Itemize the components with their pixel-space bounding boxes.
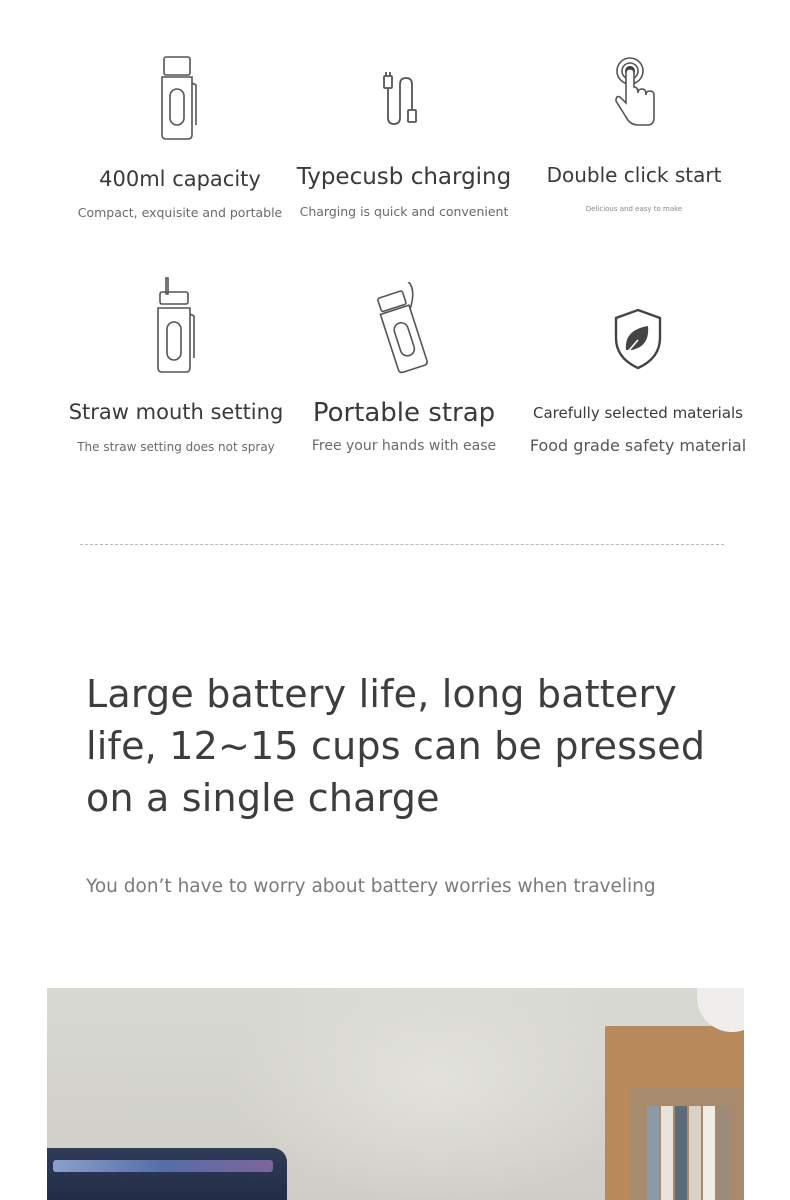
feature-title: Carefully selected materials — [532, 404, 743, 422]
photo-book — [689, 1106, 701, 1200]
product-photo — [47, 988, 744, 1200]
photo-background — [227, 988, 647, 1200]
feature-title: Typecusb charging — [296, 164, 512, 190]
cup-bottle-icon — [150, 55, 210, 145]
feature-subtitle: Free your hands with ease — [311, 438, 497, 454]
feature-straw — [56, 276, 296, 454]
feature-title: Portable strap — [312, 398, 496, 428]
photo-book — [717, 1106, 729, 1200]
feature-subtitle: Delicious and easy to make — [585, 205, 683, 213]
finger-press-icon — [604, 55, 664, 135]
photo-book — [703, 1106, 715, 1200]
feature-capacity — [60, 55, 300, 220]
feature-title: 400ml capacity — [99, 167, 261, 191]
usb-cable-icon — [374, 70, 434, 130]
feature-double-click — [514, 55, 754, 213]
strap-bottle-icon — [369, 282, 439, 376]
battery-headline: Large battery life, long battery life, 12~15 cups can be pressed on a single charge — [86, 672, 706, 820]
feature-title: Double click start — [546, 163, 722, 187]
straw-bottle-icon — [146, 276, 206, 376]
feature-subtitle: The straw setting does not spray — [77, 440, 275, 454]
feature-strap — [284, 282, 524, 454]
feature-materials — [518, 306, 758, 455]
feature-grid — [0, 0, 790, 500]
shield-leaf-icon — [608, 306, 668, 372]
photo-book — [647, 1106, 659, 1200]
feature-subtitle: Food grade safety material — [529, 436, 747, 455]
battery-subline: You don’t have to worry about battery worries when traveling — [86, 876, 656, 897]
feature-title: Straw mouth setting — [68, 400, 284, 424]
feature-subtitle: Compact, exquisite and portable — [77, 205, 283, 220]
photo-device — [47, 1148, 287, 1200]
feature-subtitle: Charging is quick and convenient — [299, 204, 509, 219]
feature-charging — [284, 70, 524, 219]
photo-book — [675, 1106, 687, 1200]
section-divider — [80, 544, 724, 545]
photo-book — [661, 1106, 673, 1200]
photo-device-light — [53, 1160, 273, 1172]
